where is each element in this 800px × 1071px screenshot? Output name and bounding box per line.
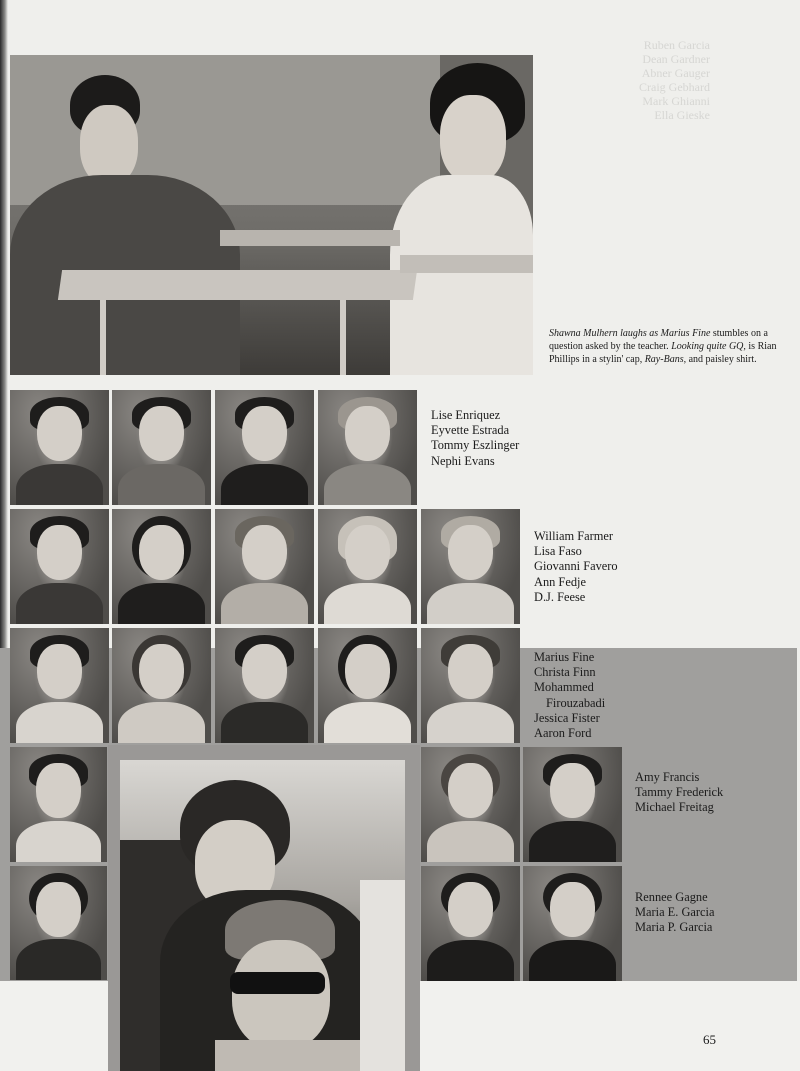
bleed-through-text (610, 38, 710, 122)
caption-name-marius: Marius Fine (660, 328, 711, 339)
ghost-line: Dean Gardner (642, 52, 710, 66)
portrait-lise-enriquez (10, 390, 109, 505)
portrait-dj-feese (421, 509, 520, 624)
student-name: Michael Freitag (635, 800, 714, 815)
portrait-tommy-eszlinger (215, 390, 314, 505)
caption-text: laughs as (620, 328, 659, 339)
classroom-candid-photo (10, 55, 533, 375)
student-name: Aaron Ford (534, 726, 592, 741)
portrait-tammy-frederick (421, 747, 520, 862)
names-row-4 (635, 770, 723, 816)
caption-phrase: Looking quite GQ, (671, 341, 746, 352)
ghost-line: Abner Gauger (641, 66, 710, 80)
portrait-rennee-gagne (10, 866, 107, 980)
student-name: Eyvette Estrada (431, 423, 510, 438)
portrait-william-farmer (10, 509, 109, 624)
student-name: Lisa Faso (534, 544, 582, 559)
student-name: Firouzabadi (546, 695, 606, 710)
portrait-giovanni-favero (215, 509, 314, 624)
ghost-line: Mark Ghianni (642, 94, 710, 108)
student-name: Maria P. Garcia (635, 920, 713, 935)
portrait-aaron-ford (421, 628, 520, 743)
candid-photo-rian-phillips (120, 760, 405, 1071)
portrait-christa-finn (112, 628, 211, 743)
names-row-3 (534, 650, 605, 741)
names-row-5 (635, 890, 714, 936)
photo-caption (549, 327, 789, 366)
student-name: Christa Finn (534, 665, 596, 680)
caption-text: and paisley shirt. (688, 354, 757, 365)
student-name: Maria E. Garcia (635, 905, 715, 920)
portrait-ann-fedje (318, 509, 417, 624)
student-name: Marius Fine (534, 650, 595, 664)
student-name: D.J. Feese (534, 589, 586, 604)
student-name: Nephi Evans (431, 453, 495, 468)
portrait-amy-francis (10, 747, 107, 862)
student-name: Giovanni Favero (534, 559, 618, 574)
names-row-2 (534, 529, 618, 605)
caption-name-shawna: Shawna Mulhern (549, 328, 618, 339)
page-number: 65 (703, 1032, 716, 1047)
student-name: Jessica Fister (534, 710, 600, 725)
portrait-nephi-evans (318, 390, 417, 505)
caption-text: stumbles on a question asked by the teacher. (549, 328, 768, 352)
portrait-mohammed-firouzabadi (215, 628, 314, 743)
portrait-lisa-faso (112, 509, 211, 624)
portrait-maria-e-garcia (421, 866, 520, 981)
ghost-line: Craig Gebhard (639, 80, 710, 94)
portrait-michael-freitag (523, 747, 622, 862)
student-name: Ann Fedje (534, 574, 586, 589)
portrait-marius-fine (10, 628, 109, 743)
portrait-maria-p-garcia (523, 866, 622, 981)
student-name: Tommy Eszlinger (431, 438, 520, 453)
caption-text: is Rian Phillips in a stylin' cap, (549, 341, 777, 365)
names-row-1 (431, 408, 519, 469)
portrait-eyvette-estrada (112, 390, 211, 505)
student-name: Lise Enriquez (431, 408, 501, 422)
student-name: Mohammed (534, 680, 594, 695)
student-name: Rennee Gagne (635, 890, 708, 904)
ghost-line: Ella Gieske (654, 108, 710, 122)
student-name: Tammy Frederick (635, 785, 724, 800)
caption-brand: Ray-Bans, (644, 354, 687, 365)
ghost-line: Ruben Garcia (643, 38, 710, 52)
portrait-jessica-fister (318, 628, 417, 743)
student-name: Amy Francis (635, 770, 700, 784)
student-name: William Farmer (534, 529, 613, 543)
